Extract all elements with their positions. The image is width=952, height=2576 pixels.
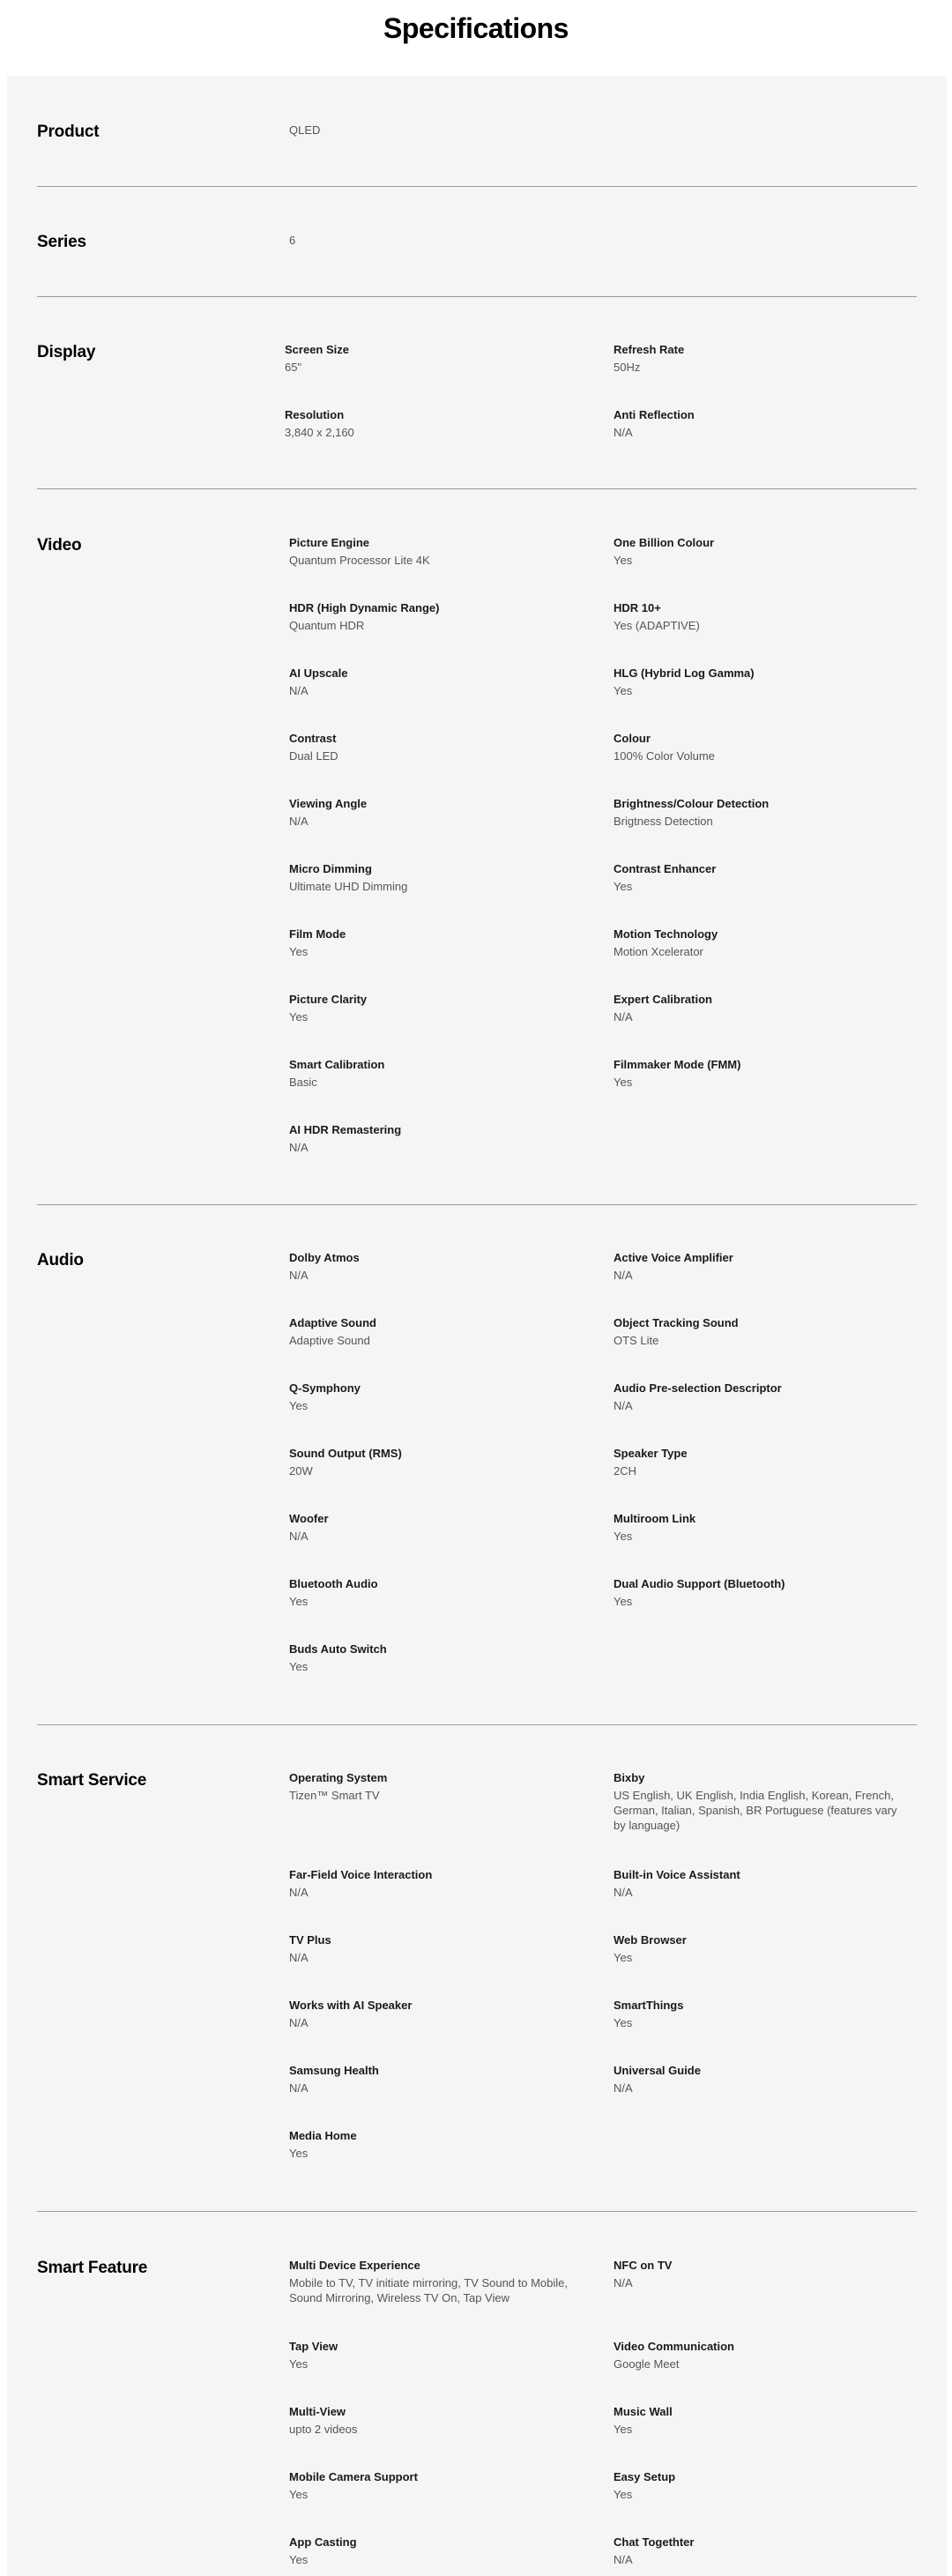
spec-value: Motion Xcelerator	[614, 945, 703, 958]
spec-value: Yes	[614, 554, 633, 567]
spec-label: Works with AI Speaker	[289, 1999, 413, 2012]
spec-value: Yes	[614, 2423, 633, 2436]
spec-refresh-rate	[614, 342, 904, 375]
spec-label: Web Browser	[614, 1933, 687, 1947]
spec-operating-system	[289, 1770, 580, 1803]
spec-label: One Billion Colour	[614, 536, 715, 549]
spec-dolby-atmos	[289, 1250, 580, 1283]
spec-label: Filmmaker Mode (FMM)	[614, 1058, 741, 1071]
spec-label: Sound Output (RMS)	[289, 1447, 402, 1460]
spec-label: Samsung Health	[289, 2064, 379, 2077]
spec-label: NFC on TV	[614, 2259, 673, 2272]
spec-sound-output	[289, 1446, 580, 1478]
spec-label: Far-Field Voice Interaction	[289, 1868, 433, 1881]
spec-value: Quantum HDR	[289, 619, 365, 632]
smart-feature-section	[37, 2212, 917, 2576]
spec-label: Dolby Atmos	[289, 1251, 360, 1264]
spec-value: N/A	[614, 1886, 633, 1899]
spec-bluetooth-audio	[289, 1576, 580, 1609]
spec-value: Mobile to TV, TV initiate mirroring, TV Sound to Mobile, Sound Mirroring, Wireless TV On, Tap View	[289, 2276, 569, 2304]
series-title: Series	[37, 233, 86, 251]
spec-value: N/A	[289, 1951, 309, 1964]
spec-value: N/A	[289, 1141, 309, 1154]
spec-label: Easy Setup	[614, 2470, 676, 2483]
spec-label: Woofer	[289, 1512, 329, 1525]
spec-label: Buds Auto Switch	[289, 1642, 387, 1656]
spec-label: Film Mode	[289, 927, 346, 941]
spec-dual-audio-support	[614, 1576, 904, 1609]
spec-value: N/A	[614, 2276, 633, 2289]
spec-label: Dual Audio Support (Bluetooth)	[614, 1577, 785, 1590]
spec-filmmaker-mode	[614, 1057, 904, 1090]
spec-label: Object Tracking Sound	[614, 1316, 739, 1329]
spec-value: N/A	[289, 684, 309, 697]
spec-value: Yes	[289, 1660, 309, 1673]
spec-label: Universal Guide	[614, 2064, 701, 2077]
spec-label: Screen Size	[285, 343, 349, 356]
spec-value: Yes	[614, 1076, 633, 1089]
video-title: Video	[37, 536, 82, 555]
smart-feature-title: Smart Feature	[37, 2259, 148, 2277]
video-section	[37, 489, 917, 1205]
spec-value: N/A	[289, 1530, 309, 1543]
spec-q-symphony	[289, 1381, 580, 1413]
spec-label: Music Wall	[614, 2405, 673, 2418]
series-section	[37, 187, 917, 297]
spec-value: N/A	[614, 2081, 633, 2095]
specifications-panel	[7, 76, 947, 2576]
spec-woofer	[289, 1511, 580, 1544]
spec-value: Yes	[614, 880, 633, 893]
spec-brightness-colour-detection	[614, 796, 904, 829]
spec-value: N/A	[614, 2553, 633, 2566]
spec-value: Yes (ADAPTIVE)	[614, 619, 700, 632]
spec-label: HLG (Hybrid Log Gamma)	[614, 666, 755, 680]
spec-app-casting	[289, 2535, 580, 2567]
spec-value: Yes	[289, 945, 309, 958]
spec-label: SmartThings	[614, 1999, 684, 2012]
spec-label: Picture Engine	[289, 536, 370, 549]
spec-value: N/A	[614, 426, 633, 439]
product-value: QLED	[289, 123, 321, 137]
spec-label: Picture Clarity	[289, 993, 368, 1006]
spec-active-voice-amplifier	[614, 1250, 904, 1283]
spec-label: Chat Togethter	[614, 2535, 695, 2549]
spec-value: Yes	[289, 1595, 309, 1608]
spec-label: Resolution	[285, 408, 345, 421]
spec-label: Colour	[614, 732, 651, 745]
spec-label: Micro Dimming	[289, 862, 372, 875]
spec-label: Multi-View	[289, 2405, 346, 2418]
spec-contrast	[289, 731, 580, 763]
spec-value: Tizen™ Smart TV	[289, 1789, 380, 1802]
spec-buds-auto-switch	[289, 1642, 580, 1674]
spec-universal-guide	[614, 2063, 904, 2096]
spec-value: upto 2 videos	[289, 2423, 358, 2436]
spec-samsung-health	[289, 2063, 580, 2096]
series-value: 6	[289, 234, 296, 247]
spec-label: Operating System	[289, 1771, 388, 1784]
spec-picture-clarity	[289, 992, 580, 1024]
spec-label: Smart Calibration	[289, 1058, 385, 1071]
spec-value: Yes	[289, 1010, 309, 1024]
spec-speaker-type	[614, 1446, 904, 1478]
spec-tap-view	[289, 2339, 580, 2371]
spec-screen-size	[285, 342, 576, 375]
spec-label: Mobile Camera Support	[289, 2470, 418, 2483]
spec-value: 65"	[285, 361, 302, 374]
spec-film-mode	[289, 927, 580, 959]
spec-value: Brigtness Detection	[614, 815, 713, 828]
spec-label: Refresh Rate	[614, 343, 685, 356]
spec-easy-setup	[614, 2469, 904, 2502]
spec-ai-upscale	[289, 666, 580, 698]
spec-label: Media Home	[289, 2129, 357, 2142]
spec-value: Yes	[614, 1530, 633, 1543]
spec-label: Active Voice Amplifier	[614, 1251, 733, 1264]
spec-anti-reflection	[614, 407, 904, 440]
spec-built-in-voice-assistant	[614, 1867, 904, 1900]
smart-service-section	[37, 1725, 917, 2212]
product-section	[37, 76, 917, 187]
spec-smartthings	[614, 1998, 904, 2030]
spec-value: Yes	[614, 2488, 633, 2501]
spec-colour	[614, 731, 904, 763]
spec-label: Audio Pre-selection Descriptor	[614, 1381, 782, 1395]
spec-picture-engine	[289, 535, 580, 568]
spec-value: Yes	[614, 2016, 633, 2029]
spec-value: Basic	[289, 1076, 317, 1089]
spec-resolution	[285, 407, 576, 440]
spec-multi-view	[289, 2404, 580, 2437]
spec-one-billion-colour	[614, 535, 904, 568]
spec-media-home	[289, 2128, 580, 2161]
spec-value: Yes	[614, 1951, 633, 1964]
spec-value: OTS Lite	[614, 1334, 659, 1347]
spec-label: Tap View	[289, 2340, 338, 2353]
spec-value: 50Hz	[614, 361, 641, 374]
display-title: Display	[37, 343, 96, 361]
spec-adaptive-sound	[289, 1315, 580, 1348]
spec-value: Yes	[614, 1595, 633, 1608]
spec-value: N/A	[614, 1010, 633, 1024]
spec-viewing-angle	[289, 796, 580, 829]
spec-label: TV Plus	[289, 1933, 331, 1947]
product-title: Product	[37, 123, 100, 141]
spec-value: Quantum Processor Lite 4K	[289, 554, 430, 567]
spec-multiroom-link	[614, 1511, 904, 1544]
spec-audio-pre-selection-descriptor	[614, 1381, 904, 1413]
spec-value: 100% Color Volume	[614, 749, 715, 763]
audio-title: Audio	[37, 1251, 84, 1269]
spec-chat-together	[614, 2535, 904, 2567]
spec-value: Dual LED	[289, 749, 338, 763]
spec-video-communication	[614, 2339, 904, 2371]
spec-bixby	[614, 1770, 904, 1833]
spec-mobile-camera-support	[289, 2469, 580, 2502]
spec-value: Yes	[289, 2488, 309, 2501]
spec-label: Motion Technology	[614, 927, 718, 941]
smart-service-title: Smart Service	[37, 1771, 147, 1790]
spec-multi-device-experience	[289, 2258, 580, 2305]
spec-label: Contrast	[289, 732, 337, 745]
spec-value: Google Meet	[614, 2357, 680, 2371]
spec-label: Q-Symphony	[289, 1381, 361, 1395]
spec-value: Adaptive Sound	[289, 1334, 370, 1347]
spec-value: N/A	[289, 1269, 309, 1282]
spec-label: Viewing Angle	[289, 797, 368, 810]
spec-value: 20W	[289, 1464, 313, 1478]
spec-label: Speaker Type	[614, 1447, 688, 1460]
spec-label: Bixby	[614, 1771, 645, 1784]
spec-value: Ultimate UHD Dimming	[289, 880, 408, 893]
spec-value: Yes	[289, 2147, 309, 2160]
spec-value: 2CH	[614, 1464, 637, 1478]
spec-label: AI HDR Remastering	[289, 1123, 402, 1136]
spec-label: Video Communication	[614, 2340, 734, 2353]
audio-section	[37, 1205, 917, 1725]
spec-micro-dimming	[289, 861, 580, 894]
spec-value: N/A	[614, 1399, 633, 1412]
spec-label: Adaptive Sound	[289, 1316, 376, 1329]
spec-value: Yes	[614, 684, 633, 697]
spec-expert-calibration	[614, 992, 904, 1024]
spec-label: Contrast Enhancer	[614, 862, 717, 875]
spec-label: App Casting	[289, 2535, 357, 2549]
spec-value: N/A	[289, 1886, 309, 1899]
spec-works-with-ai-speaker	[289, 1998, 580, 2030]
spec-value: US English, UK English, India English, Korean, French, German, Italian, Spanish, BR Portuguese (features vary by language)	[614, 1789, 897, 1832]
spec-value: N/A	[289, 2081, 309, 2095]
spec-hdr	[289, 600, 580, 633]
spec-label: HDR (High Dynamic Range)	[289, 601, 440, 614]
spec-label: Expert Calibration	[614, 993, 712, 1006]
spec-hdr10-plus	[614, 600, 904, 633]
spec-far-field-voice	[289, 1867, 580, 1900]
spec-value: N/A	[289, 2016, 309, 2029]
display-section	[37, 297, 917, 489]
spec-label: Multi Device Experience	[289, 2259, 420, 2272]
spec-value: Yes	[289, 2553, 309, 2566]
spec-ai-hdr-remastering	[289, 1122, 580, 1155]
spec-label: Bluetooth Audio	[289, 1577, 378, 1590]
spec-smart-calibration	[289, 1057, 580, 1090]
spec-value: Yes	[289, 2357, 309, 2371]
spec-hlg	[614, 666, 904, 698]
spec-value: N/A	[289, 815, 309, 828]
spec-web-browser	[614, 1932, 904, 1965]
spec-label: HDR 10+	[614, 601, 661, 614]
spec-value: 3,840 x 2,160	[285, 426, 354, 439]
spec-value: Yes	[289, 1399, 309, 1412]
spec-label: AI Upscale	[289, 666, 348, 680]
spec-label: Multiroom Link	[614, 1512, 696, 1525]
spec-label: Built-in Voice Assistant	[614, 1868, 740, 1881]
spec-contrast-enhancer	[614, 861, 904, 894]
spec-nfc-on-tv	[614, 2258, 904, 2290]
spec-music-wall	[614, 2404, 904, 2437]
spec-label: Anti Reflection	[614, 408, 695, 421]
spec-value: N/A	[614, 1269, 633, 1282]
page-title: Specifications	[383, 12, 569, 44]
spec-motion-technology	[614, 927, 904, 959]
spec-object-tracking-sound	[614, 1315, 904, 1348]
spec-label: Brightness/Colour Detection	[614, 797, 770, 810]
spec-tv-plus	[289, 1932, 580, 1965]
